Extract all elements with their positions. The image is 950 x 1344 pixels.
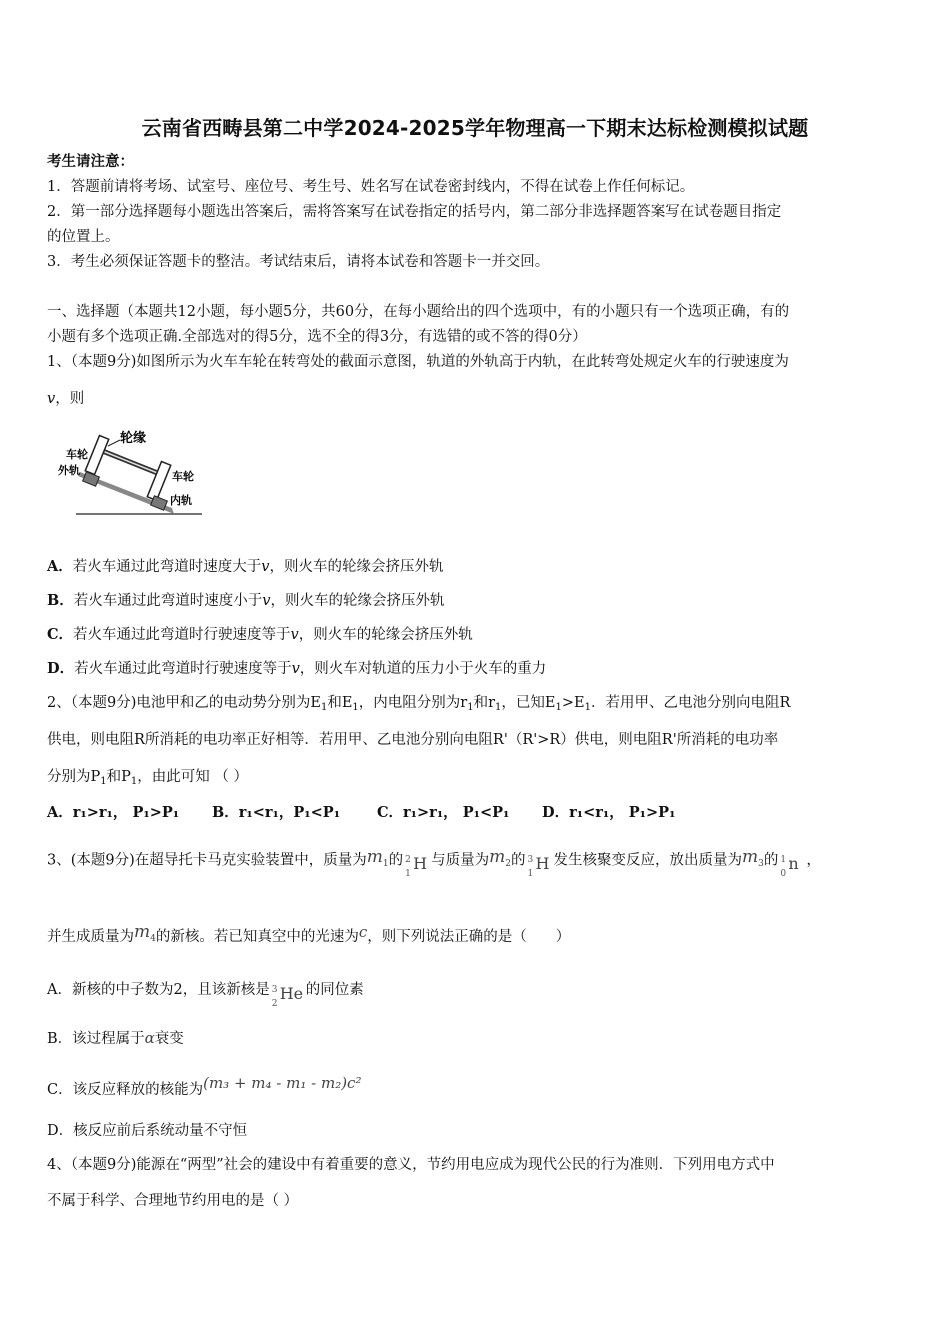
energy-formula: (m₃ + m₄ - m₁ - m₂)c²	[203, 1074, 362, 1092]
element-symbol: H	[413, 853, 428, 873]
mass-m2	[489, 843, 511, 878]
option-text: r₁<r₁， P₁>P₁	[569, 804, 676, 821]
q3-text: 3、(本题9分)在超导托卡马克实验装置中，质量为	[47, 852, 367, 869]
option-key: D．	[47, 660, 75, 677]
inner-rail	[151, 496, 168, 511]
q3-text: ，则下列说法正确的是（ ）	[367, 929, 571, 945]
q2-text: 分别为P	[47, 769, 101, 785]
tritium-symbol	[525, 848, 553, 879]
option-text: 若火车通过此弯道时速度小于	[73, 593, 263, 609]
mass-number: 3	[527, 854, 534, 865]
q2-options	[47, 803, 692, 823]
exam-title: 云南省西畴县第二中学2024-2025学年物理高一下期末达标检测模拟试题	[141, 116, 809, 140]
option-text: ，则火车的轮缘会挤压外轨	[298, 627, 473, 643]
section-heading-cont: 小题有多个选项正确.全部选对的得5分，选不全的得3分，有选错的或不答的得0分）	[47, 329, 587, 345]
label-outer-rail: 外轨	[58, 464, 80, 477]
notice-heading: 考生请注意：	[47, 153, 134, 170]
velocity-var: v	[261, 559, 270, 575]
mass-subscript: 2	[505, 859, 511, 869]
mass-m1	[367, 843, 389, 878]
option-key: B．	[212, 804, 239, 821]
label-flange: 轮缘	[120, 431, 147, 446]
q2-text: ．若用甲、乙电池分别向电阻R	[591, 695, 791, 711]
subscript: 1	[555, 702, 562, 713]
q3-option-a[interactable]	[47, 975, 364, 1009]
q2-text: 和E	[327, 695, 353, 711]
option-key: C．	[377, 804, 404, 821]
option-key: A．	[47, 558, 73, 575]
q3-text: 的	[763, 852, 779, 869]
option-key: A．	[47, 804, 73, 821]
mass-symbol: m	[366, 847, 383, 867]
alpha-symbol: α	[144, 1029, 155, 1047]
option-text: ，则火车对轨道的压力小于火车的重力	[299, 661, 547, 677]
wheel-rail-figure	[52, 428, 212, 520]
question-4-stem: 4、（本题9分)能源在“两型”社会的建设中有着重要的意义，节约用电应成为现代公民的行为准则．下列用电方式中	[47, 1157, 775, 1173]
q3-option-c[interactable]	[47, 1068, 361, 1105]
question-4-stem-cont: 不属于科学、合理地节约用电的是（ ）	[47, 1193, 299, 1209]
mass-symbol: m	[489, 847, 506, 867]
right-wheel	[147, 462, 171, 501]
label-inner-rail: 内轨	[170, 494, 192, 507]
option-text: r₁>r₁， P₁>P₁	[72, 804, 180, 821]
option-key: B．	[47, 592, 74, 609]
mass-subscript: 3	[758, 859, 764, 869]
q2-text: 和r	[473, 695, 496, 711]
subscript: 1	[320, 702, 328, 713]
q2-option-b[interactable]	[212, 803, 377, 823]
question-1-stem-end: ，则	[55, 391, 85, 407]
mass-number: 2	[405, 854, 411, 865]
label-wheel-right: 车轮	[172, 470, 194, 483]
section-heading: 一、选择题（本题共12小题，每小题5分，共60分，在每小题给出的四个选项中，有的小题只有一个选项正确，有的	[47, 304, 790, 320]
velocity-var: v	[47, 391, 56, 407]
question-1-stem: 1、（本题9分)如图所示为火车车轮在转弯处的截面示意图，轨道的外轨高于内轨，在此转弯处规定火车的行驶速度为	[47, 354, 789, 370]
subscript: 1	[495, 702, 502, 713]
mass-number: 1	[780, 854, 787, 865]
option-text: 衰变	[154, 1031, 184, 1047]
label-wheel-left: 车轮	[66, 448, 88, 461]
charge-number: 2	[271, 999, 278, 1009]
question-3-stem	[47, 843, 821, 878]
q3-text: 并生成质量为	[47, 929, 134, 945]
option-text: r₁<r₁，P₁<P₁	[238, 804, 341, 821]
mass-symbol: m	[134, 922, 151, 942]
q2-text: 2、（本题9分)电池甲和乙的电动势分别为E	[47, 695, 321, 711]
q1-option-b[interactable]	[47, 591, 444, 611]
mass-m3	[742, 843, 764, 878]
q1-option-c[interactable]	[47, 625, 473, 645]
q2-text: ，由此可知 （ ）	[137, 769, 248, 785]
option-text: 若火车通过此弯道时速度大于	[72, 559, 262, 575]
element-symbol: H	[535, 853, 550, 873]
option-text: 若火车通过此弯道时行驶速度等于	[73, 627, 291, 643]
q2-option-d[interactable]	[542, 803, 692, 823]
option-text: C．该反应释放的核能为	[47, 1082, 204, 1098]
subscript: 1	[584, 702, 591, 713]
flange-pointer	[108, 440, 120, 446]
notice-item: 2．第一部分选择题每小题选出答案后，需将答案写在试卷指定的括号内，第二部分非选择题答案写在试卷题目指定	[47, 204, 782, 220]
option-text: r₁>r₁， P₁<P₁	[403, 804, 510, 821]
charge-number: 1	[405, 868, 411, 879]
option-key: C．	[47, 626, 74, 643]
q3-text: 发生核聚变反应，放出质量为	[553, 852, 742, 869]
q2-option-a[interactable]	[47, 803, 212, 823]
option-text: B．该过程属于	[47, 1031, 145, 1047]
q2-option-c[interactable]	[377, 803, 542, 823]
notice-item: 3．考生必须保证答题卡的整洁。考试结束后，请将本试卷和答题卡一并交回。	[47, 254, 550, 270]
q2-text: 和P	[106, 769, 131, 785]
q1-option-a[interactable]	[47, 557, 443, 577]
question-2-stem-cont: 供电，则电阻R所消耗的电功率正好相等．若用甲、乙电池分别向电阻R'（R'>R）供电，则电阻R'所消耗的电功率	[47, 732, 779, 748]
option-text: ，则火车的轮缘会挤压外轨	[269, 559, 444, 575]
subscript: 1	[130, 776, 138, 787]
q3-text: 的新核。若已知真空中的光速为	[155, 929, 359, 945]
charge-number: 1	[527, 868, 534, 879]
q3-text: 的	[388, 852, 404, 869]
notice-item: 的位置上。	[47, 229, 120, 245]
question-1-stem-cont	[47, 389, 84, 409]
axle-highlight	[100, 450, 160, 474]
outer-rail	[83, 472, 100, 487]
question-2-stem	[47, 693, 790, 718]
q3-text: ，	[806, 852, 821, 869]
subscript: 1	[467, 702, 474, 713]
option-text: ，则火车的轮缘会挤压外轨	[270, 593, 445, 609]
option-text: 的同位素	[305, 982, 364, 998]
velocity-var: v	[291, 661, 300, 677]
mass-number: 3	[271, 985, 278, 995]
q2-text: ，内电阻分别为r	[358, 695, 468, 711]
mass-m4	[134, 918, 156, 953]
deuterium-symbol	[403, 848, 431, 879]
question-3-stem-cont	[47, 918, 570, 953]
mass-subscript: 1	[382, 859, 389, 869]
q1-option-d[interactable]	[47, 659, 546, 679]
mass-symbol: m	[741, 847, 759, 867]
subscript: 1	[352, 702, 359, 713]
helium-symbol	[270, 977, 306, 1009]
light-speed-symbol: c	[358, 923, 368, 941]
velocity-var: v	[262, 593, 271, 609]
charge-number: 0	[780, 868, 787, 879]
velocity-var: v	[290, 627, 299, 643]
q2-text: >E	[561, 695, 585, 711]
option-key: D．	[542, 804, 570, 821]
question-2-stem-end	[47, 767, 248, 792]
subscript: 1	[100, 776, 107, 787]
q3-option-b[interactable]	[47, 1028, 184, 1049]
q2-text: ，已知E	[501, 695, 556, 711]
q3-text: 与质量为	[431, 852, 490, 869]
element-symbol: He	[279, 984, 304, 1003]
q3-option-d[interactable]: D．核反应前后系统动量不守恒	[47, 1123, 248, 1139]
notice-item: 1．答题前请将考场、试室号、座位号、考生号、姓名写在试卷密封线内，不得在试卷上作任何标记。	[47, 179, 695, 195]
q3-text: 的	[510, 852, 526, 869]
left-wheel	[85, 436, 109, 475]
option-text: 若火车通过此弯道时行驶速度等于	[74, 661, 292, 677]
option-text: A．新核的中子数为2，且该新核是	[47, 982, 270, 998]
element-symbol: n	[788, 853, 799, 873]
neutron-symbol	[778, 848, 806, 879]
mass-subscript: 4	[150, 934, 156, 944]
